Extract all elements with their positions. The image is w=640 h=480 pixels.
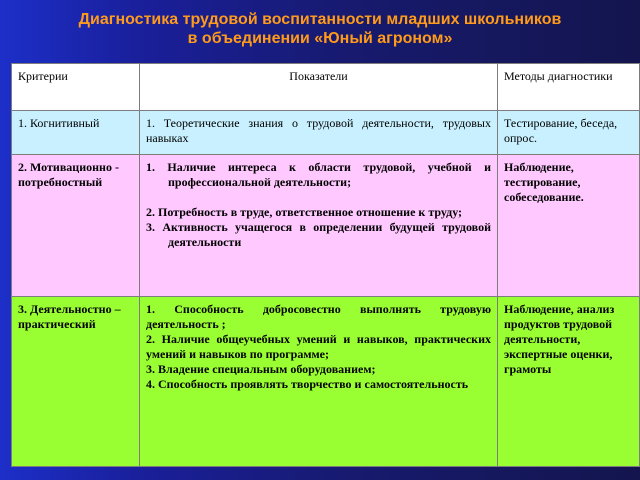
indicators-cell [140, 111, 498, 155]
methods-cell: Наблюдение, анализ продуктов трудовой деятельности, экспертные оценки, грамоты [498, 297, 640, 467]
diagnostics-table [11, 63, 640, 467]
criterion-cell: 1. Когнитивный [12, 111, 140, 155]
indicator-item: 1. Теоретические знания о трудовой деятельности, трудовых навыках [146, 116, 491, 145]
table-row [12, 111, 640, 155]
indicator-item: 1. Наличие интереса к области трудовой, учебной и профессиональной деятельности; [146, 160, 491, 189]
indicator-item: 1. Способность добросовестно выполнять трудовую деятельность ; [146, 302, 491, 331]
indicators-cell [140, 297, 498, 467]
indicator-item: 4. Способность проявлять творчество и самостоятельность [146, 377, 469, 391]
indicators-cell [140, 155, 498, 297]
criterion-cell: 3. Деятельностно – практический [12, 297, 140, 467]
header-methods: Методы диагностики [498, 64, 640, 111]
header-criteria: Критерии [12, 64, 140, 111]
criterion-cell: 2. Мотивационно - потребностный [12, 155, 140, 297]
indicator-item: 3. Активность учащегося в определении будущей трудовой деятельности [146, 220, 491, 249]
title-line-2: в объединении «Юный агроном» [187, 30, 453, 47]
table-header-row [12, 64, 640, 111]
methods-cell: Тестирование, беседа, опрос. [498, 111, 640, 155]
indicator-item: 2. Потребность в труде, ответственное отношение к труду; [146, 205, 463, 219]
title-line-1: Диагностика трудовой воспитанности младших школьников [78, 11, 562, 28]
methods-cell: Наблюдение, тестирование, собеседование. [498, 155, 640, 297]
table-row [12, 155, 640, 297]
indicator-item: 2. Наличие общеучебных умений и навыков, практических умений и навыков по программе; [146, 332, 491, 361]
table-row [12, 297, 640, 467]
header-indicators: Показатели [140, 64, 498, 111]
indicator-item: 3. Владение специальным оборудованием; [146, 362, 376, 376]
page-title [0, 10, 640, 48]
